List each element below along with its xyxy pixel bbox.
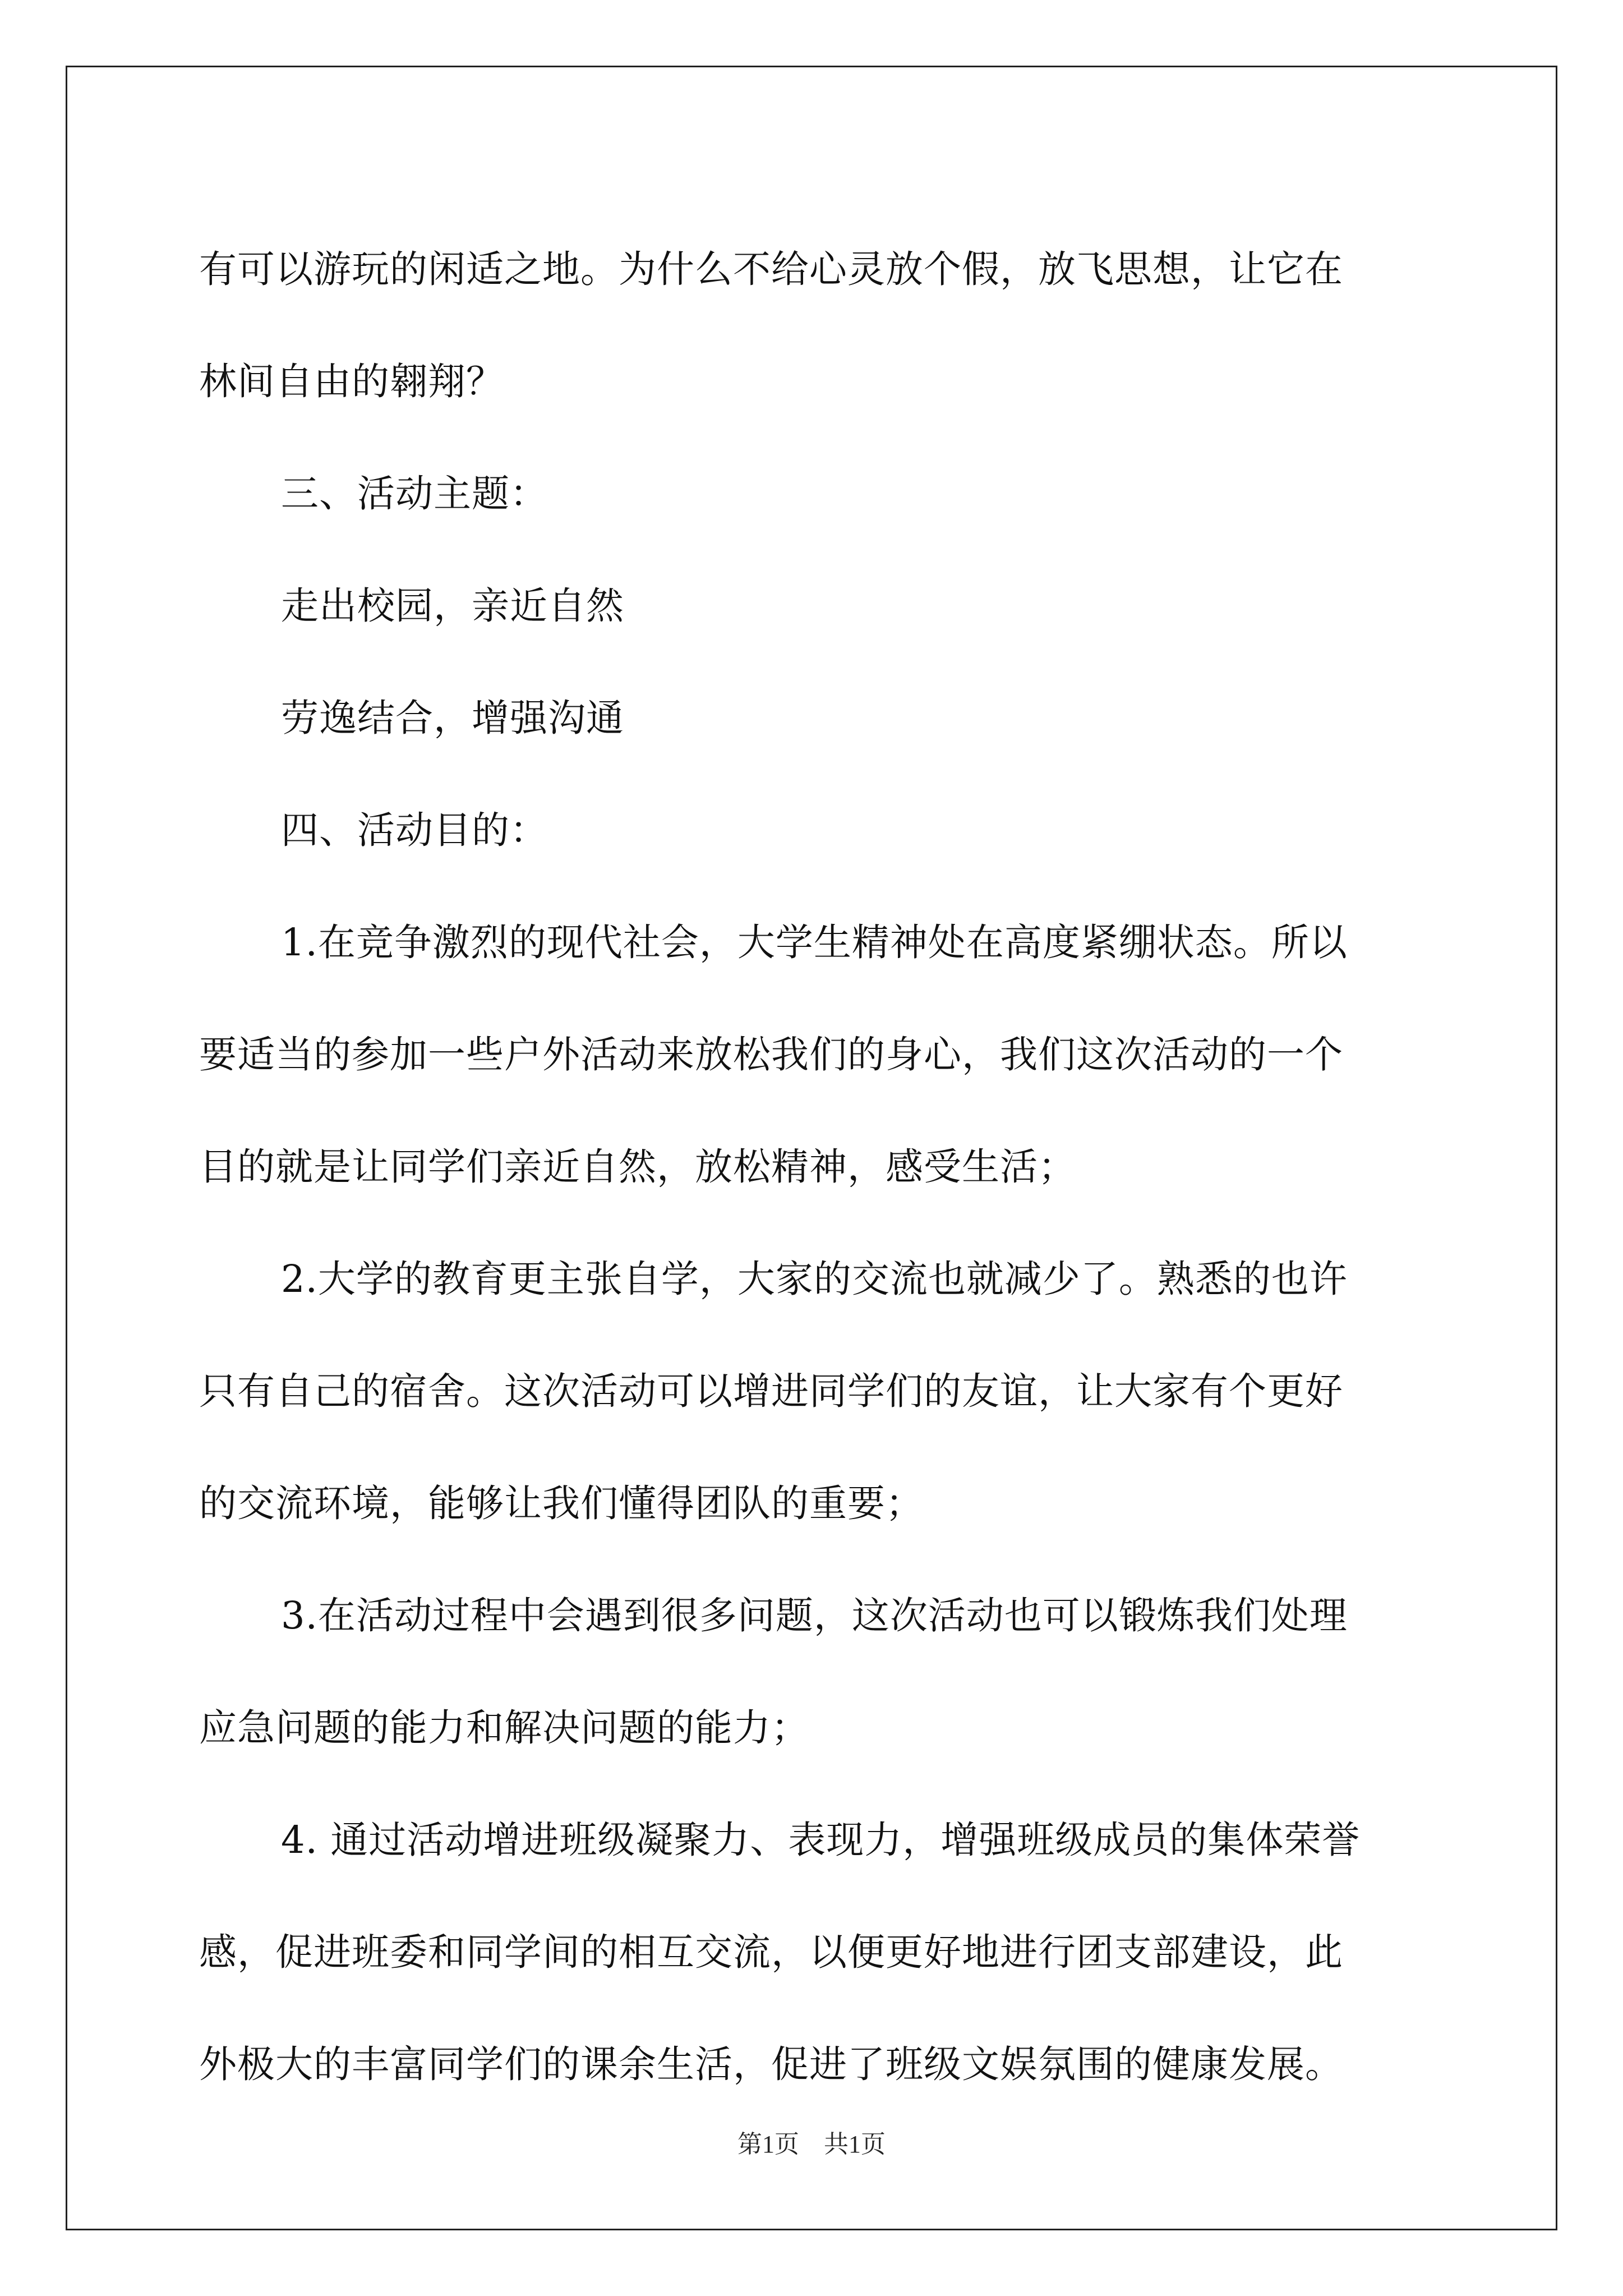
purpose-1-line-2: 要适当的参加一些户外活动来放松我们的身心，我们这次活动的一个 — [199, 1033, 1343, 1076]
purpose-4-line-2: 感，促进班委和同学间的相互交流，以便更好地进行团支部建设，此 — [199, 1930, 1343, 1974]
page-number: 第1页 共1页 — [737, 2131, 886, 2158]
purpose-4-line-1: 4. 通过活动增进班级凝聚力、表现力，增强班级成员的集体荣誉 — [281, 1818, 1361, 1862]
text-line-2: 林间自由的翱翔？ — [199, 360, 504, 403]
purpose-2-line-1: 2.大学的教育更主张自学，大家的交流也就减少了。熟悉的也许 — [281, 1257, 1348, 1301]
purpose-4-line-3: 外极大的丰富同学们的课余生活，促进了班级文娱氛围的健康发展。 — [199, 2042, 1343, 2086]
document-body — [199, 213, 1433, 2120]
purpose-2-line-3: 的交流环境，能够让我们懂得团队的重要； — [199, 1481, 924, 1525]
purpose-1-line-1: 1.在竞争激烈的现代社会，大学生精神处在高度紧绷状态。所以 — [281, 921, 1348, 964]
text-line-1: 有可以游玩的闲适之地。为什么不给心灵放个假，放飞思想，让它在 — [199, 247, 1343, 291]
purpose-2-line-2: 只有自己的宿舍。这次活动可以增进同学们的友谊，让大家有个更好 — [199, 1369, 1343, 1413]
section-heading-theme: 三、活动主题： — [281, 472, 548, 516]
purpose-1-line-3: 目的就是让同学们亲近自然，放松精神，感受生活； — [199, 1145, 1076, 1189]
section-heading-purpose: 四、活动目的： — [281, 808, 548, 852]
theme-line-2: 劳逸结合，增强沟通 — [281, 696, 624, 740]
purpose-3-line-2: 应急问题的能力和解决问题的能力； — [199, 1706, 809, 1750]
theme-line-1: 走出校园，亲近自然 — [281, 584, 624, 628]
purpose-3-line-1: 3.在活动过程中会遇到很多问题，这次活动也可以锻炼我们处理 — [281, 1594, 1348, 1637]
